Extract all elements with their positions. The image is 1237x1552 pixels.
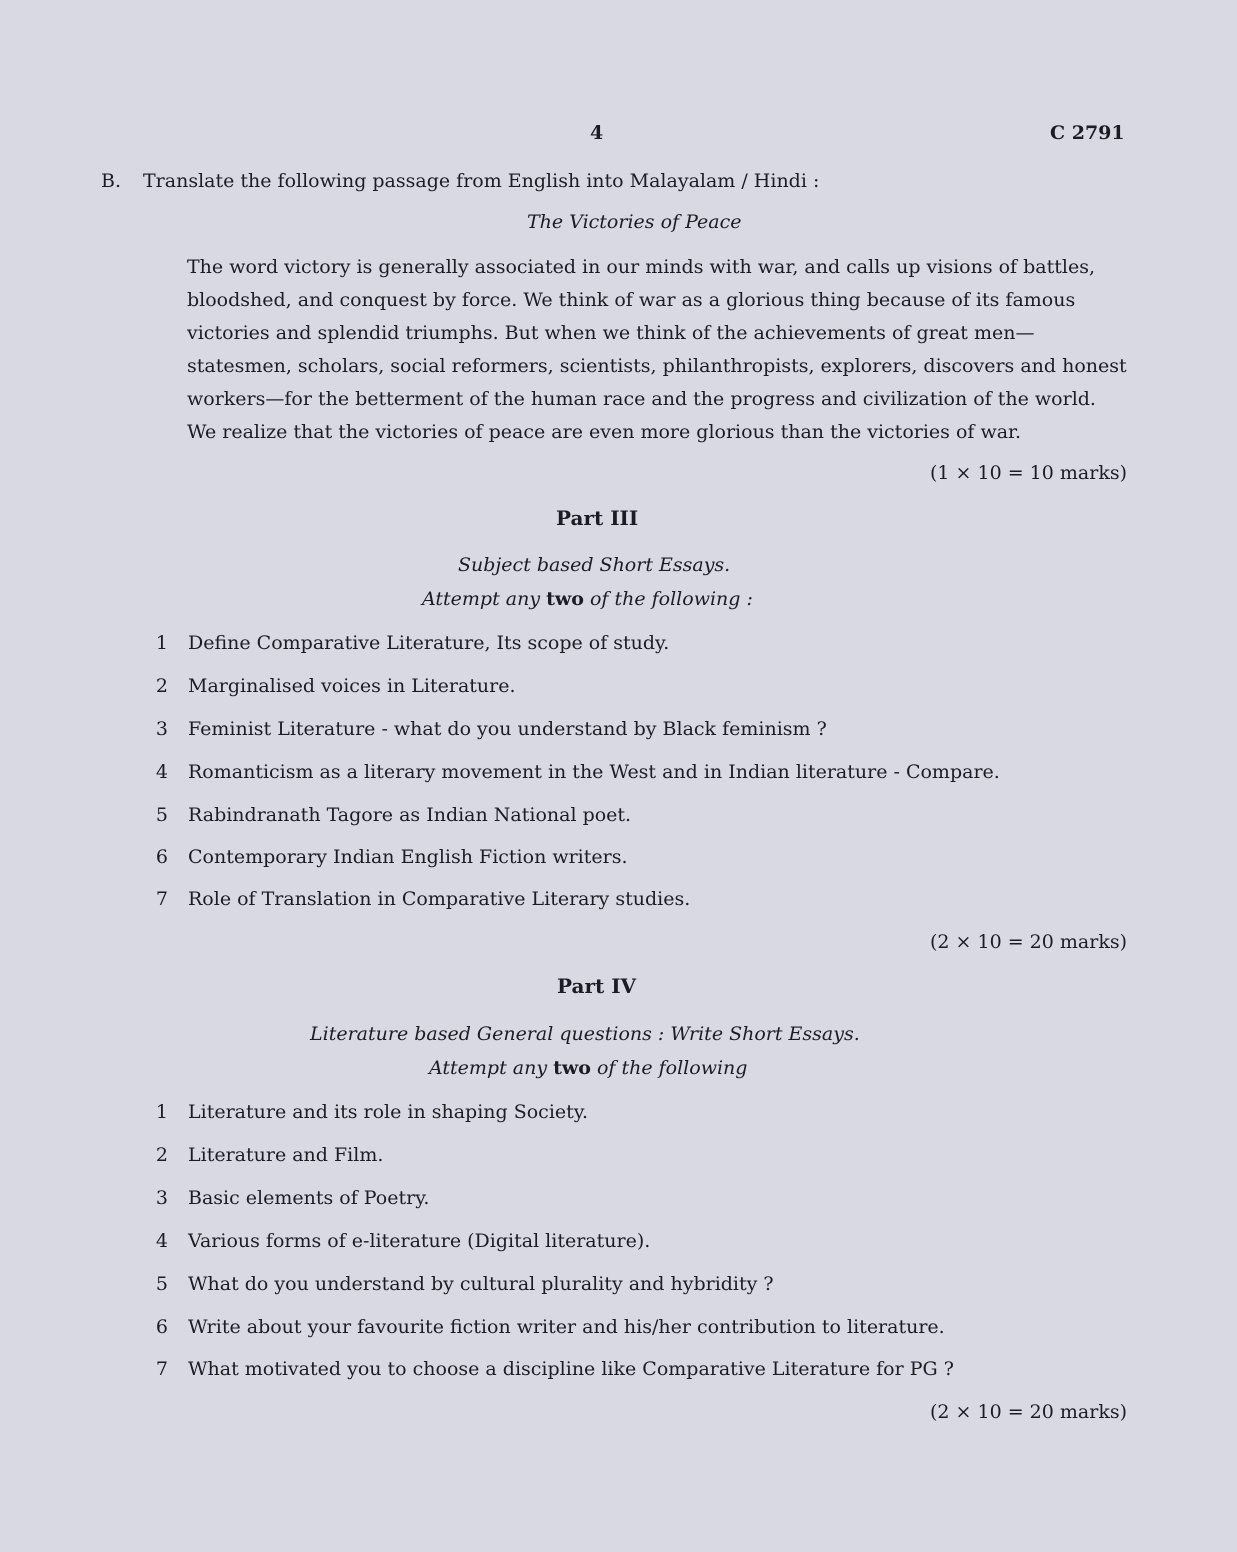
question-number: 3 xyxy=(155,718,168,740)
question-text: Feminist Literature - what do you understand by Black feminism ? xyxy=(188,718,827,740)
attempt-count: two xyxy=(553,1057,591,1079)
part3-subtitle: Subject based Short Essays. xyxy=(458,554,731,576)
passage-line: workers—for the betterment of the human race and the progress and civilization of the world. xyxy=(187,388,1096,410)
part4-title: Part IV xyxy=(557,974,637,998)
question-text: Contemporary Indian English Fiction writers. xyxy=(188,846,628,868)
passage-line: victories and splendid triumphs. But when we think of the achievements of great men— xyxy=(187,322,1035,344)
section-b-instruction: Translate the following passage from English into Malayalam / Hindi : xyxy=(143,170,820,192)
attempt-prefix: Attempt any xyxy=(422,588,541,610)
paper-code: C 2791 xyxy=(1050,122,1125,144)
question-text: Marginalised voices in Literature. xyxy=(188,675,516,697)
passage-line: statesmen, scholars, social reformers, scientists, philanthropists, explorers, discovers and honest xyxy=(187,355,1127,377)
attempt-suffix: of the following : xyxy=(589,588,753,610)
section-b-marks: (1 × 10 = 10 marks) xyxy=(930,462,1127,484)
question-text: Literature and its role in shaping Society. xyxy=(188,1101,589,1123)
question-number: 3 xyxy=(155,1187,168,1209)
question-text: Romanticism as a literary movement in the West and in Indian literature - Compare. xyxy=(188,761,1000,783)
question-text: Role of Translation in Comparative Literary studies. xyxy=(188,888,691,910)
attempt-suffix: of the following xyxy=(596,1057,748,1079)
attempt-prefix: Attempt any xyxy=(429,1057,548,1079)
part4-attempt xyxy=(429,1057,747,1079)
part3-attempt xyxy=(422,588,753,610)
part4-subtitle: Literature based General questions : Write Short Essays. xyxy=(310,1023,860,1045)
attempt-count: two xyxy=(546,588,584,610)
question-text: Literature and Film. xyxy=(188,1144,384,1166)
part3-marks: (2 × 10 = 20 marks) xyxy=(930,931,1127,953)
question-number: 2 xyxy=(155,675,168,697)
question-text: What do you understand by cultural plurality and hybridity ? xyxy=(188,1273,774,1295)
question-text: Various forms of e-literature (Digital literature). xyxy=(188,1230,651,1252)
question-number: 4 xyxy=(155,1230,168,1252)
question-number: 4 xyxy=(155,761,168,783)
page-number: 4 xyxy=(590,122,604,144)
part3-title: Part III xyxy=(556,506,639,530)
question-number: 2 xyxy=(155,1144,168,1166)
question-text: What motivated you to choose a discipline like Comparative Literature for PG ? xyxy=(188,1358,954,1380)
question-number: 1 xyxy=(155,632,168,654)
question-text: Basic elements of Poetry. xyxy=(188,1187,430,1209)
passage-title: The Victories of Peace xyxy=(527,211,742,233)
question-text: Write about your favourite fiction writer and his/her contribution to literature. xyxy=(188,1316,945,1338)
passage-line: The word victory is generally associated in our minds with war, and calls up visions of battles, xyxy=(187,256,1096,278)
question-text: Define Comparative Literature, Its scope of study. xyxy=(188,632,670,654)
question-number: 5 xyxy=(155,804,168,826)
question-number: 6 xyxy=(155,1316,168,1338)
question-text: Rabindranath Tagore as Indian National poet. xyxy=(188,804,632,826)
question-number: 7 xyxy=(155,1358,168,1380)
question-number: 1 xyxy=(155,1101,168,1123)
question-number: 7 xyxy=(155,888,168,910)
passage-line: bloodshed, and conquest by force. We think of war as a glorious thing because of its famous xyxy=(187,289,1076,311)
passage xyxy=(187,251,1127,449)
question-number: 5 xyxy=(155,1273,168,1295)
part4-marks: (2 × 10 = 20 marks) xyxy=(930,1401,1127,1423)
passage-line: We realize that the victories of peace are even more glorious than the victories of war. xyxy=(187,421,1022,443)
section-b-label: B. xyxy=(101,170,122,192)
question-number: 6 xyxy=(155,846,168,868)
